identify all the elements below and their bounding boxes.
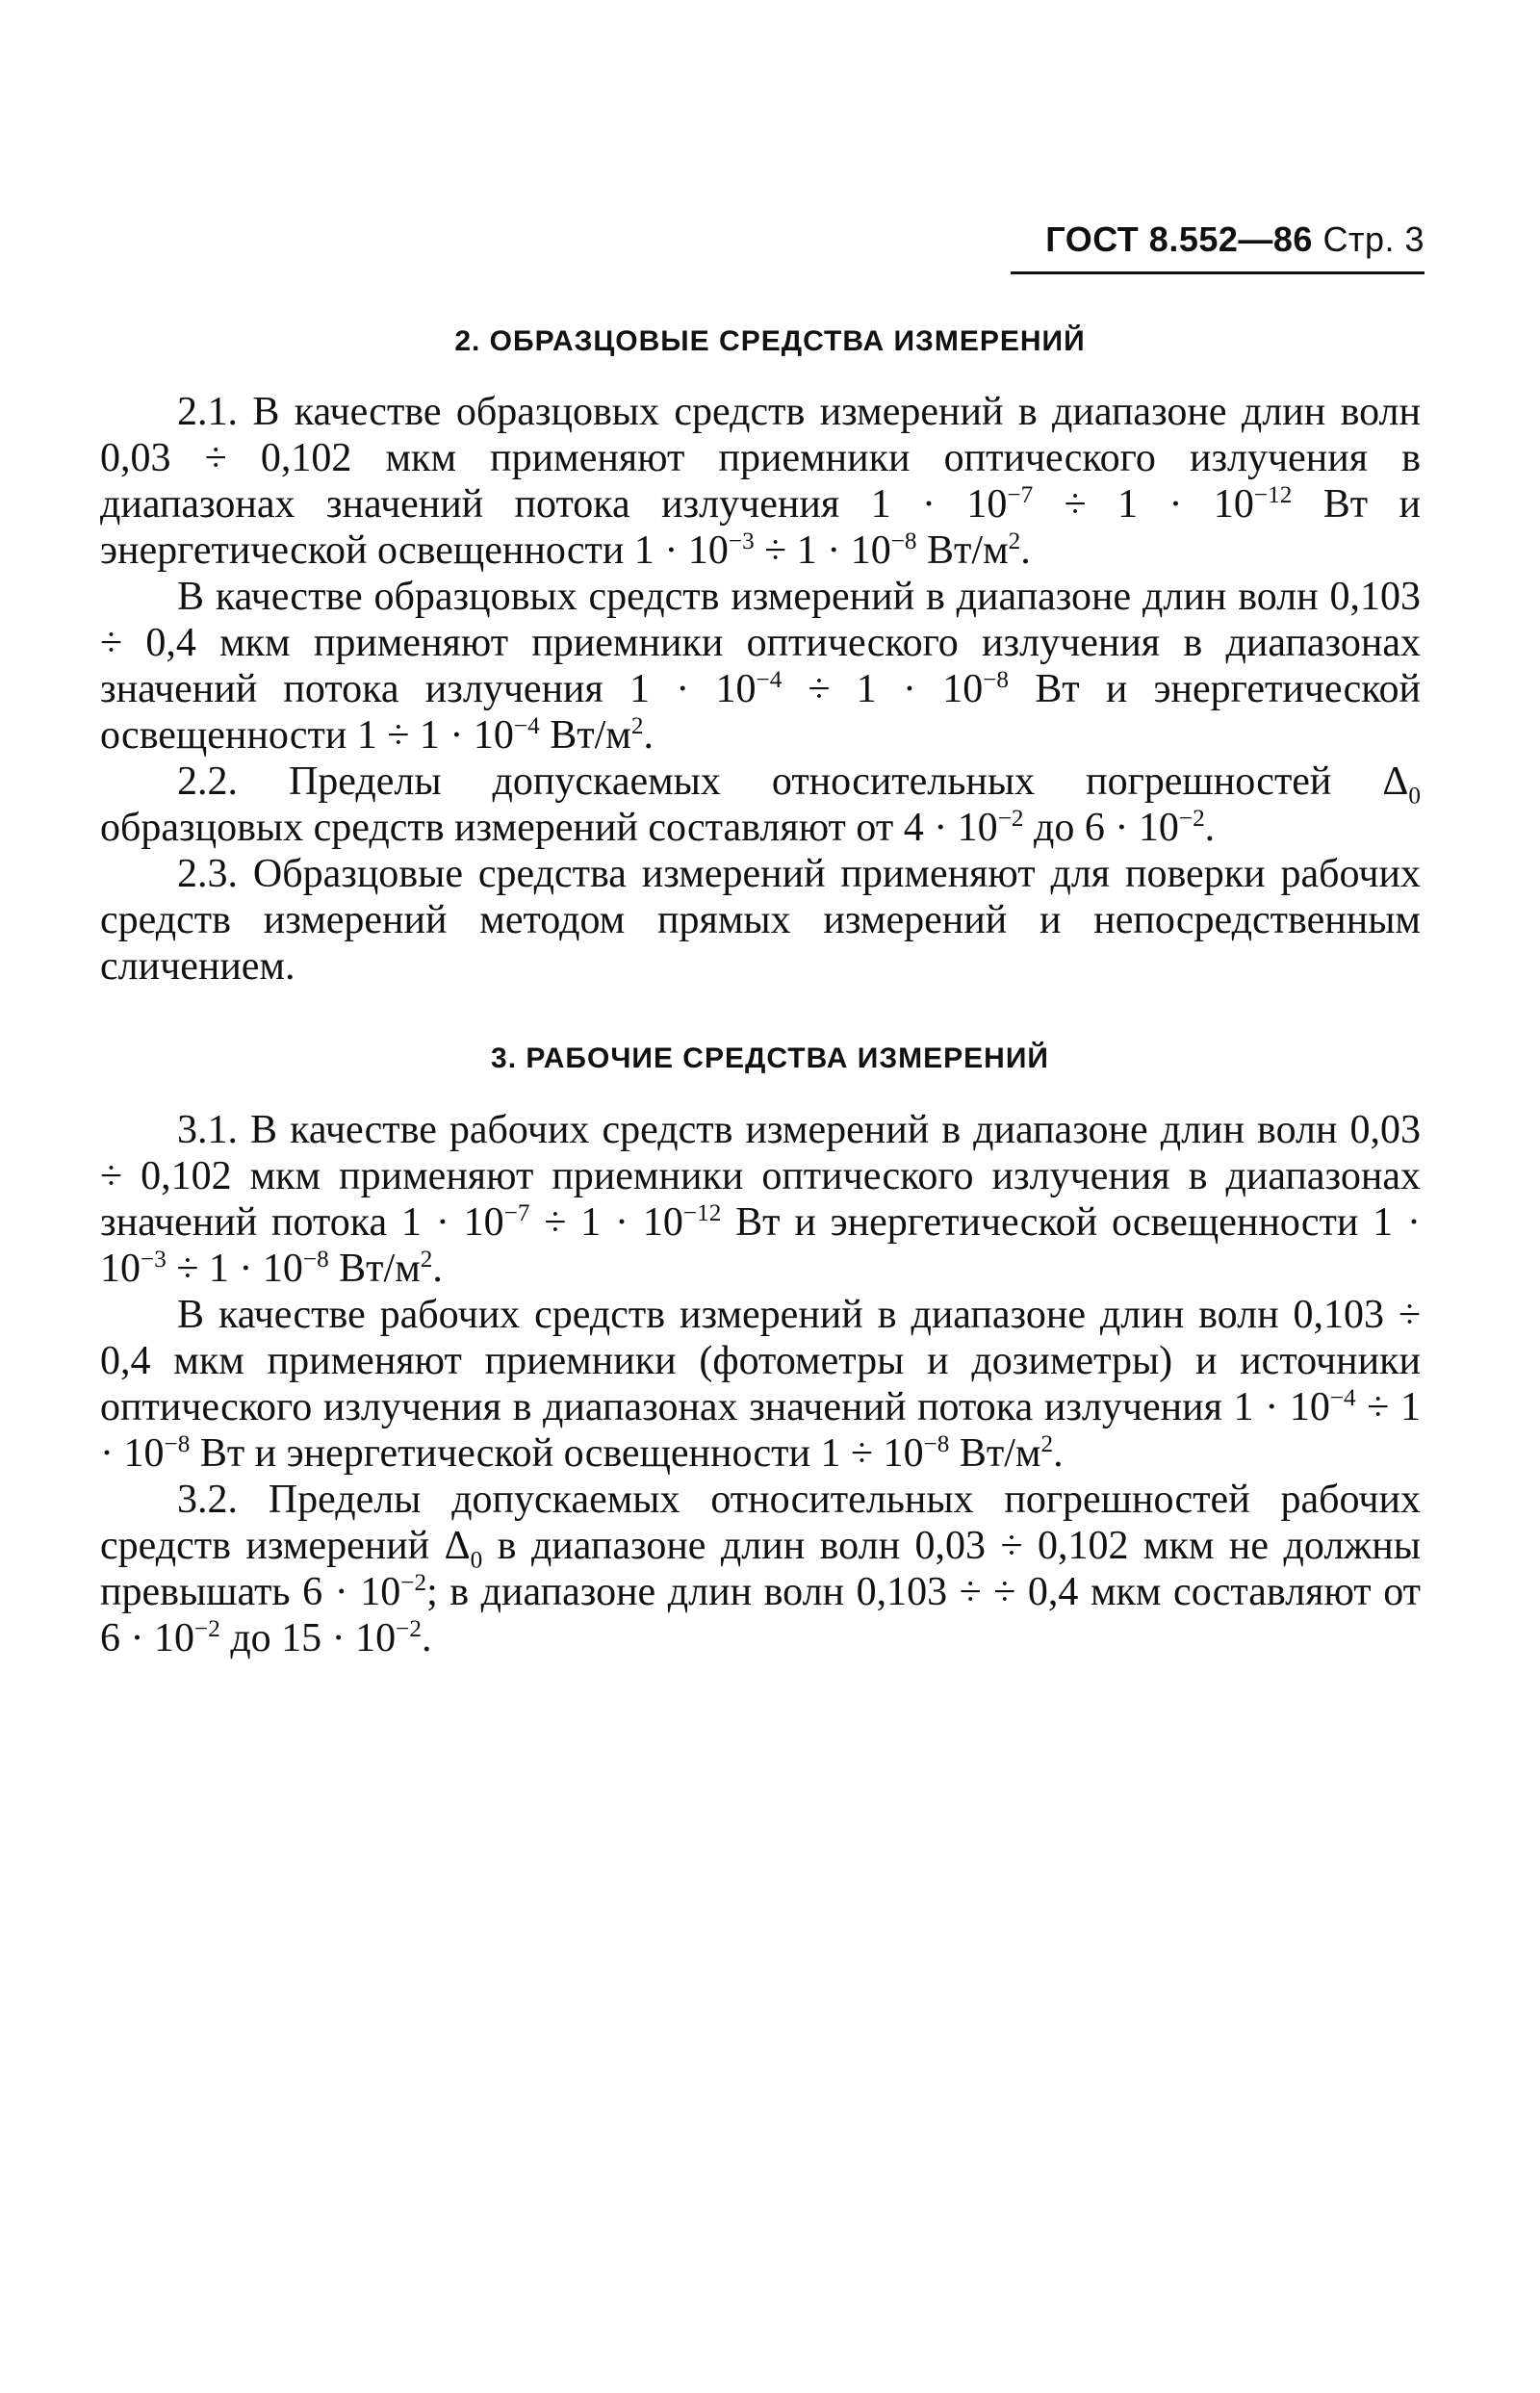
section-3-body	[100, 1107, 1421, 1661]
paragraph-2-1-cont: В качестве образцовых средств измерений в диапазоне длин волн 0,103 ÷ 0,4 мкм применяют приемники оптического излучения в диапазонах значений потока излучения $1 \cdot 10^{-4} \div 1 \cdot 10^{-8}$ Вт и энергетической освещенности $1 \div 1 \cdot 10^{-4}$ $Вт/м^2$.	[100, 575, 1421, 758]
section-3-title: 3. РАБОЧИЕ СРЕДСТВА ИЗМЕРЕНИЙ	[491, 1042, 1049, 1074]
paragraph-2-1: 2.1. В качестве образцовых средств измерений в диапазоне длин волн 0,03 ÷ 0,102 мкм применяют приемники оптического излучения в диапазонах значений потока излучения $1 \cdot 10^{-7} \div 1 \cdot 10^{-12}$ Вт и энергетической освещенности $1 \cdot 10^{-3} \div 1 \cdot 10^{-8}$ $Вт/м^2$.	[100, 390, 1421, 573]
paragraph-3-1-cont: В качестве рабочих средств измерений в диапазоне длин волн 0,103 ÷ 0,4 мкм применяют приемники (фотометры и дозиметры) и источники оптического излучения в диапазонах значений потока излучения $1 \cdot 10^{-4} \div 1 \cdot 10^{-8}$ Вт и энергетической освещенности $1 \div 10^{-8}$ $Вт/м^2$.	[100, 1293, 1421, 1476]
paragraph-3-2: 3.2. Пределы допускаемых относительных погрешностей рабочих средств измерений $\Delta_0$ в диапазоне длин волн 0,03 ÷ 0,102 мкм не должны превышать $6 \cdot 10^{-2}$; в диапазоне длин волн 0,103 ÷ ÷ 0,4 мкм составляют от $6 \cdot 10^{-2}$ до $15 \cdot 10^{-2}$.	[100, 1478, 1421, 1660]
page-header	[1011, 219, 1424, 274]
section-2-title: 2. ОБРАЗЦОВЫЕ СРЕДСТВА ИЗМЕРЕНИЙ	[454, 325, 1086, 357]
page-number: Стр. 3	[1322, 219, 1424, 259]
gost-number: ГОСТ 8.552—86	[1045, 219, 1313, 259]
paragraph-2-2: 2.2. Пределы допускаемых относительных погрешностей $\Delta_0$ образцовых средств измерений составляют от $4 \cdot 10^{-2}$ до $6 \cdot 10^{-2}$.	[100, 759, 1421, 850]
section-2-body	[100, 389, 1421, 990]
paragraph-3-1: 3.1. В качестве рабочих средств измерений в диапазоне длин волн 0,03 ÷ 0,102 мкм применяют приемники оптического излучения в диапазонах значений потока $1 \cdot 10^{-7} \div 1 \cdot 10^{-12}$ Вт и энергетической освещенности $1 \cdot 10^{-3} \div 1 \cdot 10^{-8}$ $Вт/м^2$.	[100, 1108, 1421, 1291]
paragraph-2-3: 2.3. Образцовые средства измерений применяют для поверки рабочих средств измерений методом прямых измерений и непосредственным сличением.	[100, 852, 1421, 989]
